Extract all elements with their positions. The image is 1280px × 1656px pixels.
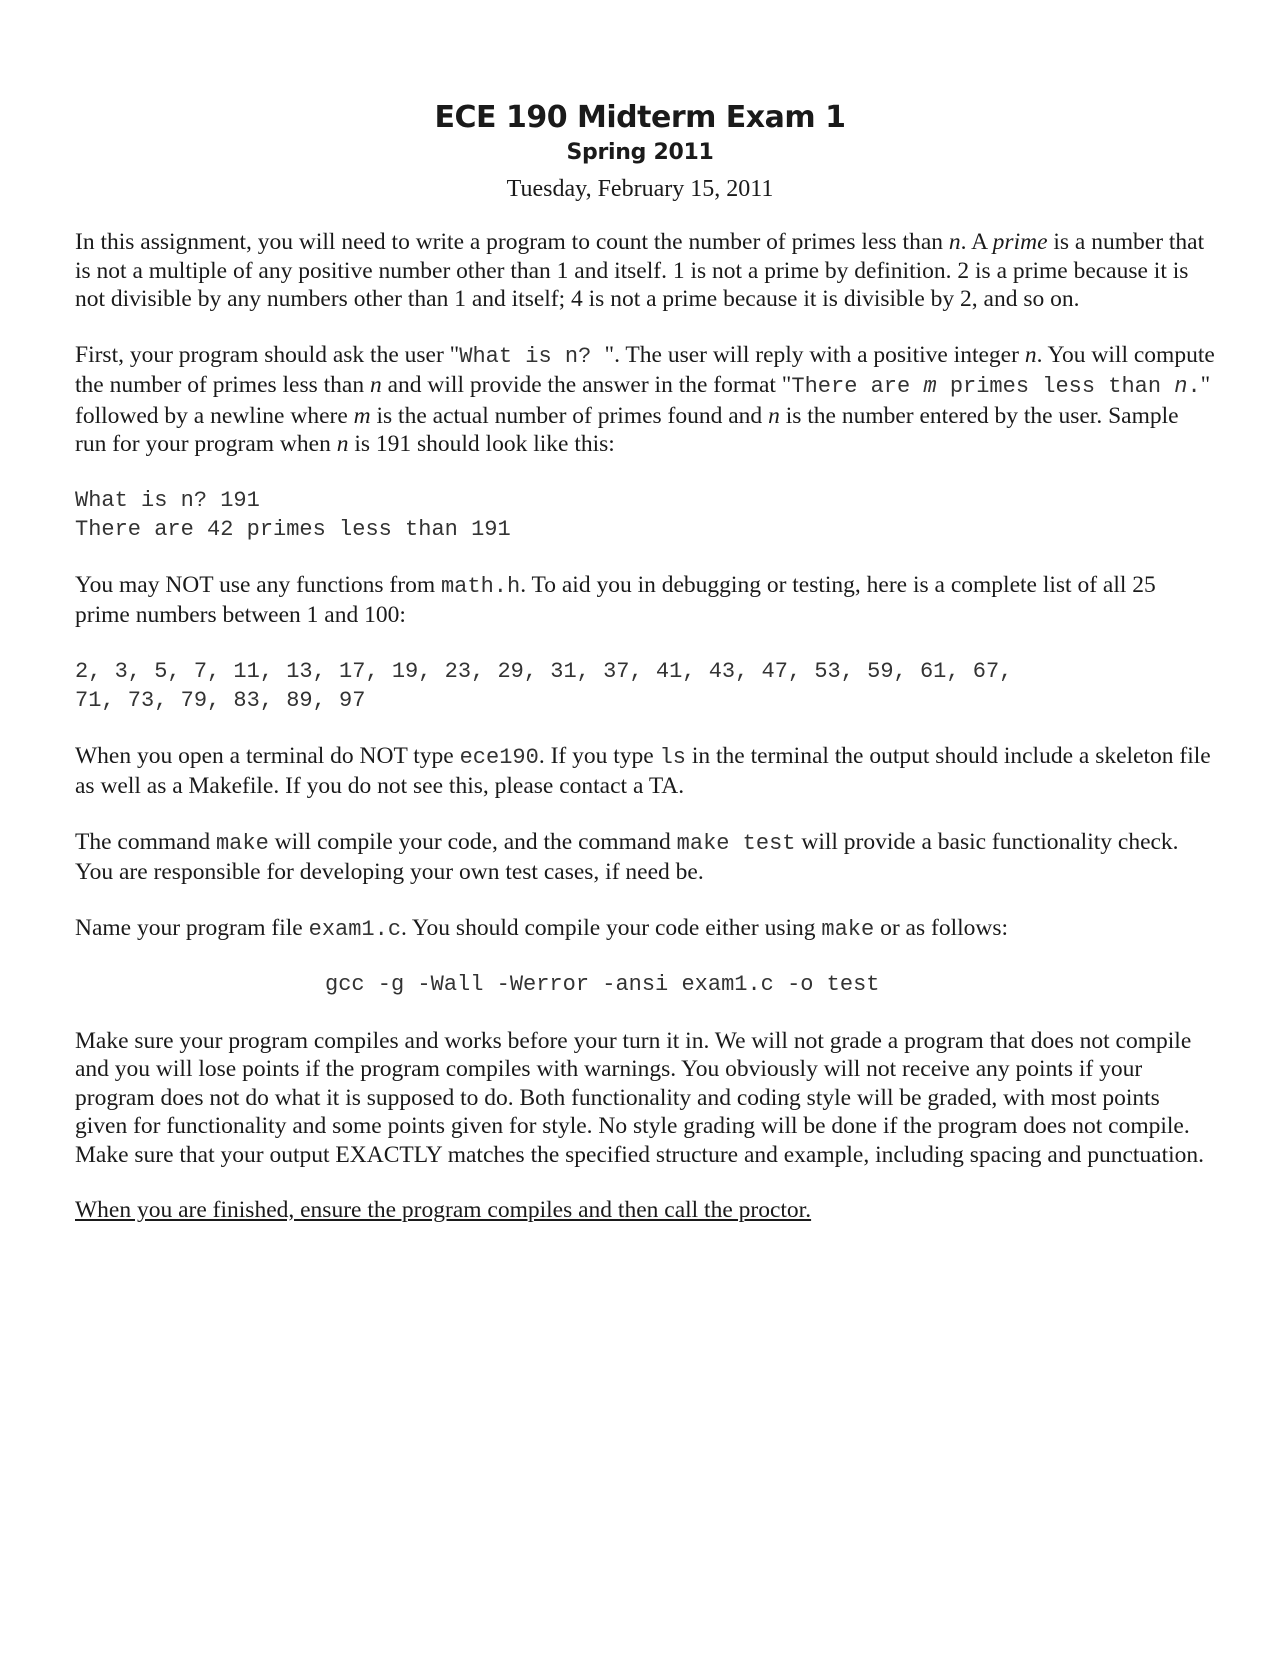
grading-paragraph: Make sure your program compiles and works before your turn it in. We will not grade a program that does not compile and you will lose points if the program compiles with warnings. You obviously will not receive any points if your program does not do what it is supposed to do. Both functionality and coding style will be graded, with most points given for functionality and some points given for style. No style grading will be done if the program does not compile. Make sure that your output EXACTLY matches the specified structure and example, including spacing and punctuation. — [75, 1027, 1205, 1168]
sample-line-1: What is n? 191 — [75, 487, 260, 513]
exam-date: Tuesday, February 15, 2011 — [506, 176, 774, 202]
terminal-paragraph: When you open a terminal do NOT type ece190. If you type ls in the terminal the output should include a skeleton file as well as a Makefile. If you do not see this, please contact a TA. — [75, 742, 1211, 799]
sample-line-2: There are 42 primes less than 191 — [75, 516, 511, 542]
primes-line-1: 2, 3, 5, 7, 11, 13, 17, 19, 23, 29, 31, 37, 41, 43, 47, 53, 59, 61, 67, — [75, 658, 1013, 684]
primes-list — [75, 657, 1215, 715]
restrictions-paragraph: You may NOT use any functions from math.h. To aid you in debugging or testing, here is a complete list of all 25 prime numbers between 1 and 100: — [75, 571, 1156, 628]
exam-term: Spring 2011 — [566, 140, 714, 165]
exam-title: ECE 190 Midterm Exam 1 — [434, 100, 846, 135]
compile-command: gcc -g -Wall -Werror -ansi exam1.c -o test — [325, 972, 880, 997]
intro-paragraph: In this assignment, you will need to write a program to count the number of primes less than n. A prime is a number that is not a multiple of any positive number other than 1 and itself. 1 is not a prime by definition. 2 is a prime because it is not divisible by any numbers other than 1 and itself; 4 is not a prime because it is divisible by 2, and so on. — [75, 229, 1205, 312]
sample-run — [75, 486, 1215, 544]
make-paragraph: The command make will compile your code, and the command make test will provide a basic functionality check. You are responsible for developing your own test cases, if need be. — [75, 828, 1179, 885]
instructions-paragraph: First, your program should ask the user "What is n? ". The user will reply with a positive integer n. You will compute the number of primes less than n and will provide the answer in the format "There are m primes less than n." followed by a newline where m is the actual number of primes found and n is the number entered by the user. Sample run for your program when n is 191 should look like this: — [75, 341, 1215, 457]
document-body — [75, 228, 1215, 1252]
primes-line-2: 71, 73, 79, 83, 89, 97 — [75, 687, 366, 713]
filename-paragraph: Name your program file exam1.c. You should compile your code either using make or as follows: — [75, 914, 1009, 942]
final-instruction: When you are finished, ensure the program compiles and then call the proctor. — [75, 1197, 812, 1223]
